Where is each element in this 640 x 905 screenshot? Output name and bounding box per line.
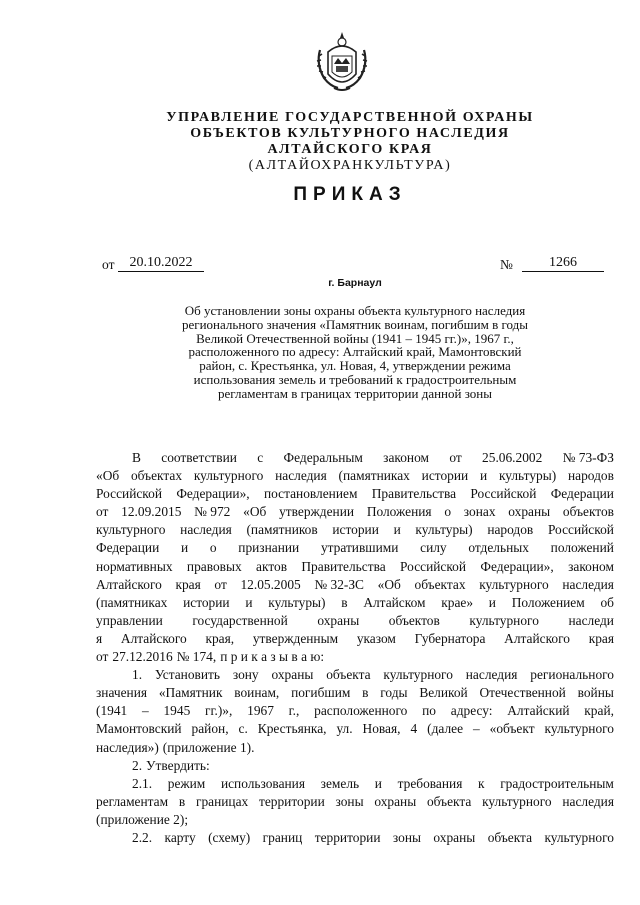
body-word: культурного [544,829,614,845]
body-word: правовых [186,558,242,574]
body-word: наследия [180,522,232,538]
subject-line: Об установлении зоны охраны объекта культурного наследия [184,303,526,318]
body-word: законом [383,450,430,465]
body-word: культуры) [498,468,557,484]
body-word: Крестьянка, [257,721,327,737]
body-word: ул. [336,721,353,737]
body-word: Российской [400,558,467,574]
body-word: земель [320,775,360,791]
body-word: – [472,721,480,737]
body-word: от [214,576,227,592]
coat-of-arms-emblem [314,30,370,94]
body-word: указом [356,630,396,646]
body-word: (приложение 2); [96,811,189,827]
body-word: гг.)», [205,703,233,719]
body-word: «Памятник [158,685,223,701]
document-date: 20.10.2022 [118,255,204,272]
body-word: и [374,775,382,791]
body-word: отдельных [468,540,529,556]
body-word: зонах [463,504,496,520]
body-word: культурного [544,721,614,737]
body-word: 1945 [163,703,191,719]
body-word: в [362,685,369,701]
body-word: войны [577,685,614,701]
body-word: с. [238,721,248,737]
body-word: 25.06.2002 [482,450,543,465]
agency-name-line-1: УПРАВЛЕНИЕ ГОСУДАРСТВЕННОЙ ОХРАНЫ [166,110,534,125]
body-word: Новая, [362,721,401,737]
subject-line: расположенного по адресу: Алтайский край, Мамонтовский [188,344,522,360]
body-word: культурного [482,793,552,809]
body-word: Алтайского [504,630,570,646]
body-word: (памятниках [96,594,168,610]
body-word: истории [332,522,379,538]
body-word: Великой [419,685,468,701]
issue-city: г. Барнаул [328,277,382,289]
body-word: Положения [366,504,432,520]
body-word: признании [238,540,300,556]
body-word: зоны [335,793,364,809]
body-line [96,666,614,684]
body-word: Утвердить: [146,757,210,773]
body-word: народов [567,468,614,484]
body-word: охраны [374,793,417,809]
body-word: и [488,594,496,610]
body-word: № 174, [176,649,217,665]
body-line [96,449,614,467]
body-word: о [209,540,217,556]
body-word: об [600,594,614,610]
subject-line: регламентам в границах территории данной зоны [218,385,492,401]
body-word: я [96,630,103,646]
body-word: годы [380,685,408,701]
body-word: границах [195,793,249,809]
body-word: объектов [388,612,440,628]
body-line [96,558,614,576]
body-word: (1941 [96,703,128,719]
body-word: и [479,468,488,484]
body-word: государственной [192,612,288,628]
body-word: законом [568,558,614,574]
body-word: п р и к а з ы в а ю: [220,649,325,665]
agency-name-line-2: ОБЪЕКТОВ КУЛЬТУРНОГО НАСЛЕДИЯ [190,126,510,141]
body-word: крае» [441,594,474,610]
body-line [96,503,614,521]
body-line [96,612,614,630]
body-word: культурного [193,468,264,484]
body-line [96,594,614,612]
body-line [96,793,614,811]
body-line [96,467,614,485]
body-word: требования [397,775,463,791]
body-word: режим [167,775,206,791]
body-word: территории [314,829,381,845]
body-word: культуры) [415,522,473,538]
body-word: 12.09.2015 [121,504,182,520]
body-word: расположенного [314,703,408,719]
body-word: «Об [96,468,120,484]
body-word: 1967 [247,703,274,719]
order-subject [130,304,580,401]
subject-line: регионального значения «Памятник воинам, погибшим в годы [182,316,528,332]
body-word: зоны [392,829,421,845]
agency-name-line-3: АЛТАЙСКОГО КРАЯ [267,142,433,157]
body-word: с [257,450,264,465]
body-word: (схему) [208,829,251,845]
body-line [96,739,614,757]
body-word: утратившими [320,540,399,556]
body-word: края, [205,630,235,646]
body-word: соответствии [161,450,237,465]
body-word: наследия [465,667,518,683]
body-word: культурного [479,576,549,592]
body-word: объекта [426,793,472,809]
body-word: и [180,540,189,556]
body-line [96,829,614,847]
body-word: погибшим [291,685,351,701]
body-word: охраны [271,667,314,683]
body-word: 2. [132,757,143,773]
body-line [96,630,614,648]
body-word: № 972 [194,504,231,520]
body-word: карту [164,829,196,845]
body-word: от [96,504,109,520]
body-word: «объект [489,721,535,737]
body-word: (приложение 1). [162,739,255,755]
body-word: охраны [508,504,551,520]
body-word: Положением [511,594,585,610]
body-word: народов [487,522,534,538]
body-word: о [444,504,452,520]
body-word: Алтайского [96,576,162,592]
body-word: значения [96,685,148,701]
body-word: истории [421,468,469,484]
body-word: Федерации», [176,486,250,502]
body-word: воинам, [234,685,280,701]
body-word: объекта [487,829,533,845]
body-word: край, [584,703,614,719]
body-word: адресу: [450,703,493,719]
body-line [96,521,614,539]
body-word: культуры) [268,594,326,610]
body-word: использования [220,775,306,791]
document-type-title: ПРИКАЗ [293,184,407,205]
body-word: 2.2. [132,829,153,845]
body-line [96,757,614,775]
body-word: градостроительным [500,775,614,791]
body-word: наследия [275,468,327,484]
agency-short-name: (АЛТАЙОХРАНКУЛЬТУРА) [248,158,452,173]
body-word: края [175,576,201,592]
body-word: объектах [130,468,183,484]
body-word: Алтайского [120,630,187,646]
body-word: Алтайском [363,594,426,610]
body-word: (далее [427,721,464,737]
document-number: 1266 [522,255,604,272]
body-word: (памятниках [338,468,410,484]
body-word: 2.1. [132,775,153,791]
body-word: «Об [377,576,401,592]
body-word: границ [262,829,303,845]
body-word: Федерации [550,486,614,502]
body-word: культурного [96,522,166,538]
body-word: № 73-ФЗ [562,450,614,465]
body-word: силу [420,540,447,556]
body-word: охраны [433,829,476,845]
body-word: в [341,594,348,610]
body-word: Мамонтовский [96,721,182,737]
body-word: постановлением [263,486,358,502]
body-word: от [96,649,109,665]
body-word: район, [191,721,229,737]
body-word: 4 [410,721,418,737]
body-word: наследия [562,576,614,592]
body-word: в [178,793,186,809]
body-word: наследи [568,612,614,628]
body-word: наследия [562,793,614,809]
body-word: объектах [414,576,466,592]
body-word: Российской [470,486,537,502]
body-word: управлении [96,612,163,628]
body-line [96,648,614,666]
number-sign: № [500,257,513,272]
body-word: Алтайский [507,703,570,719]
body-word: утвержденным [252,630,339,646]
body-word: – [142,703,149,719]
subject-line: использования земель и требований к градостроительным [193,371,517,387]
body-word: Установить [154,667,220,683]
body-word: Федерации [96,540,160,556]
body-word: Российской [547,522,614,538]
body-word: Федерации», [480,558,554,574]
body-word: и [393,522,401,538]
order-body-text [96,449,614,847]
body-word: культурного [469,612,539,628]
subject-line: Великой Отечественной войны (1941 – 1945 гг.)», 1967 г., [196,330,514,346]
body-word: территории [259,793,325,809]
body-word: от [449,450,462,465]
body-word: г., [288,703,300,719]
body-word: Российской [96,486,162,502]
body-word: Федеральным [283,450,363,465]
body-line [96,576,614,594]
body-word: положений [550,540,614,556]
body-line [96,485,614,503]
body-word: культурного [383,667,453,683]
body-word: Правительства [301,558,386,574]
body-word: В [132,450,141,465]
body-line [96,539,614,557]
body-word: к [478,775,485,791]
body-word: 27.12.2016 [112,649,173,665]
body-word: регламентам [96,793,169,809]
subject-line: район, с. Крестьянка, ул. Новая, 4, утверждении режима [199,358,511,374]
body-word: края [588,630,614,646]
body-word: № 32-ЗС [314,576,364,592]
body-word: по [422,703,436,719]
body-word: нормативных [96,558,173,574]
body-word: зону [232,667,259,683]
body-line [96,775,614,793]
body-line [96,720,614,738]
body-word: актов [256,558,288,574]
body-word: объектов [562,504,614,520]
body-word: «Об [243,504,267,520]
body-word: и [245,594,253,610]
body-word: Губернатора [414,630,486,646]
body-line [96,684,614,702]
body-word: (памятников [246,522,318,538]
body-word: утверждении [279,504,355,520]
body-word: Отечественной [479,685,566,701]
body-word: истории [183,594,230,610]
body-word: Правительства [371,486,457,502]
body-word: объекта [326,667,371,683]
body-word: регионального [530,667,614,683]
date-prefix: от [102,257,115,272]
body-word: наследия») [96,739,159,755]
body-line [96,702,614,720]
body-line [96,811,614,829]
body-word: охраны [317,612,360,628]
body-word: 1. [132,667,143,683]
body-word: 12.05.2005 [240,576,301,592]
